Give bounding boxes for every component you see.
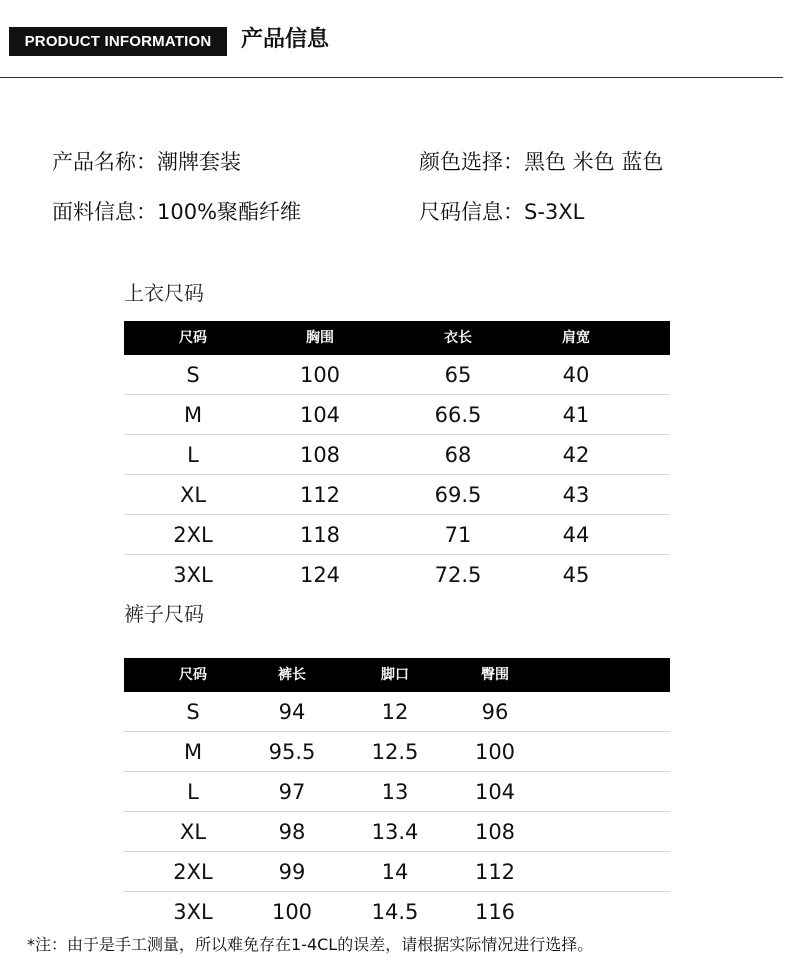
shoulder-cell: 41: [562, 403, 590, 427]
length-cell: 65: [444, 363, 472, 387]
table-row: [124, 435, 670, 475]
top-header-size: 尺码: [179, 330, 207, 346]
pants-size-table-title: 裤子尺码: [124, 602, 204, 626]
size-range-info: 尺码信息：S-3XL: [419, 200, 585, 224]
table-row: [124, 772, 670, 812]
top-size-table: [124, 321, 670, 594]
measurement-footnote: *注：由于是手工测量，所以难免存在1-4CL的误差，请根据实际情况进行选择。: [27, 935, 594, 954]
hem-cell: 14.5: [371, 900, 419, 924]
hem-cell: 13: [381, 780, 409, 804]
size-cell: 2XL: [173, 860, 213, 884]
top-header-shoulder: 肩宽: [562, 330, 590, 346]
pants-length-cell: 100: [271, 900, 313, 924]
product-info-badge: PRODUCT INFORMATION: [9, 27, 227, 56]
header-divider: [0, 77, 783, 78]
hip-cell: 116: [474, 900, 516, 924]
hem-cell: 14: [381, 860, 409, 884]
top-table-header: [124, 321, 670, 355]
table-row: [124, 515, 670, 555]
table-row: [124, 812, 670, 852]
pants-length-cell: 95.5: [268, 740, 316, 764]
hip-cell: 100: [474, 740, 516, 764]
table-row: [124, 732, 670, 772]
size-cell: XL: [179, 483, 207, 507]
size-cell: M: [183, 403, 203, 427]
length-cell: 66.5: [434, 403, 482, 427]
hem-cell: 12.5: [371, 740, 419, 764]
size-cell: XL: [179, 820, 207, 844]
chest-cell: 100: [299, 363, 341, 387]
table-row: [124, 892, 670, 931]
size-cell: S: [186, 363, 200, 387]
pants-length-cell: 98: [278, 820, 306, 844]
shoulder-cell: 45: [562, 563, 590, 587]
size-cell: L: [187, 780, 199, 804]
pants-length-cell: 97: [278, 780, 306, 804]
size-cell: 3XL: [173, 563, 213, 587]
length-cell: 71: [444, 523, 472, 547]
length-cell: 68: [444, 443, 472, 467]
top-header-chest: 胸围: [306, 330, 334, 346]
shoulder-cell: 44: [562, 523, 590, 547]
pants-length-cell: 99: [278, 860, 306, 884]
table-row: [124, 852, 670, 892]
pants-header-length: 裤长: [278, 667, 306, 683]
size-cell: L: [187, 443, 199, 467]
length-cell: 72.5: [434, 563, 482, 587]
hip-cell: 96: [481, 700, 509, 724]
chest-cell: 104: [299, 403, 341, 427]
shoulder-cell: 40: [562, 363, 590, 387]
pants-size-table: [124, 658, 670, 931]
shoulder-cell: 42: [562, 443, 590, 467]
hip-cell: 104: [474, 780, 516, 804]
table-row: [124, 475, 670, 515]
pants-table-header: [124, 658, 670, 692]
table-row: [124, 355, 670, 395]
hem-cell: 12: [381, 700, 409, 724]
table-row: [124, 555, 670, 594]
product-name-info: 产品名称：潮牌套装: [52, 150, 241, 174]
table-row: [124, 692, 670, 732]
hem-cell: 13.4: [371, 820, 419, 844]
table-row: [124, 395, 670, 435]
top-header-length: 衣长: [444, 330, 472, 346]
chest-cell: 118: [299, 523, 341, 547]
pants-header-hem: 脚口: [381, 667, 409, 683]
page-title: 产品信息: [241, 27, 330, 52]
chest-cell: 108: [299, 443, 341, 467]
size-cell: M: [183, 740, 203, 764]
hip-cell: 112: [474, 860, 516, 884]
chest-cell: 124: [299, 563, 341, 587]
pants-length-cell: 94: [278, 700, 306, 724]
size-cell: 2XL: [173, 523, 213, 547]
fabric-info: 面料信息：100%聚酯纤维: [52, 200, 302, 224]
shoulder-cell: 43: [562, 483, 590, 507]
pants-header-size: 尺码: [179, 667, 207, 683]
length-cell: 69.5: [434, 483, 482, 507]
chest-cell: 112: [299, 483, 341, 507]
top-size-table-title: 上衣尺码: [124, 281, 204, 305]
size-cell: S: [186, 700, 200, 724]
color-options-info: 颜色选择：黑色 米色 蓝色: [419, 150, 664, 174]
pants-header-hip: 臀围: [481, 667, 509, 683]
size-cell: 3XL: [173, 900, 213, 924]
hip-cell: 108: [474, 820, 516, 844]
